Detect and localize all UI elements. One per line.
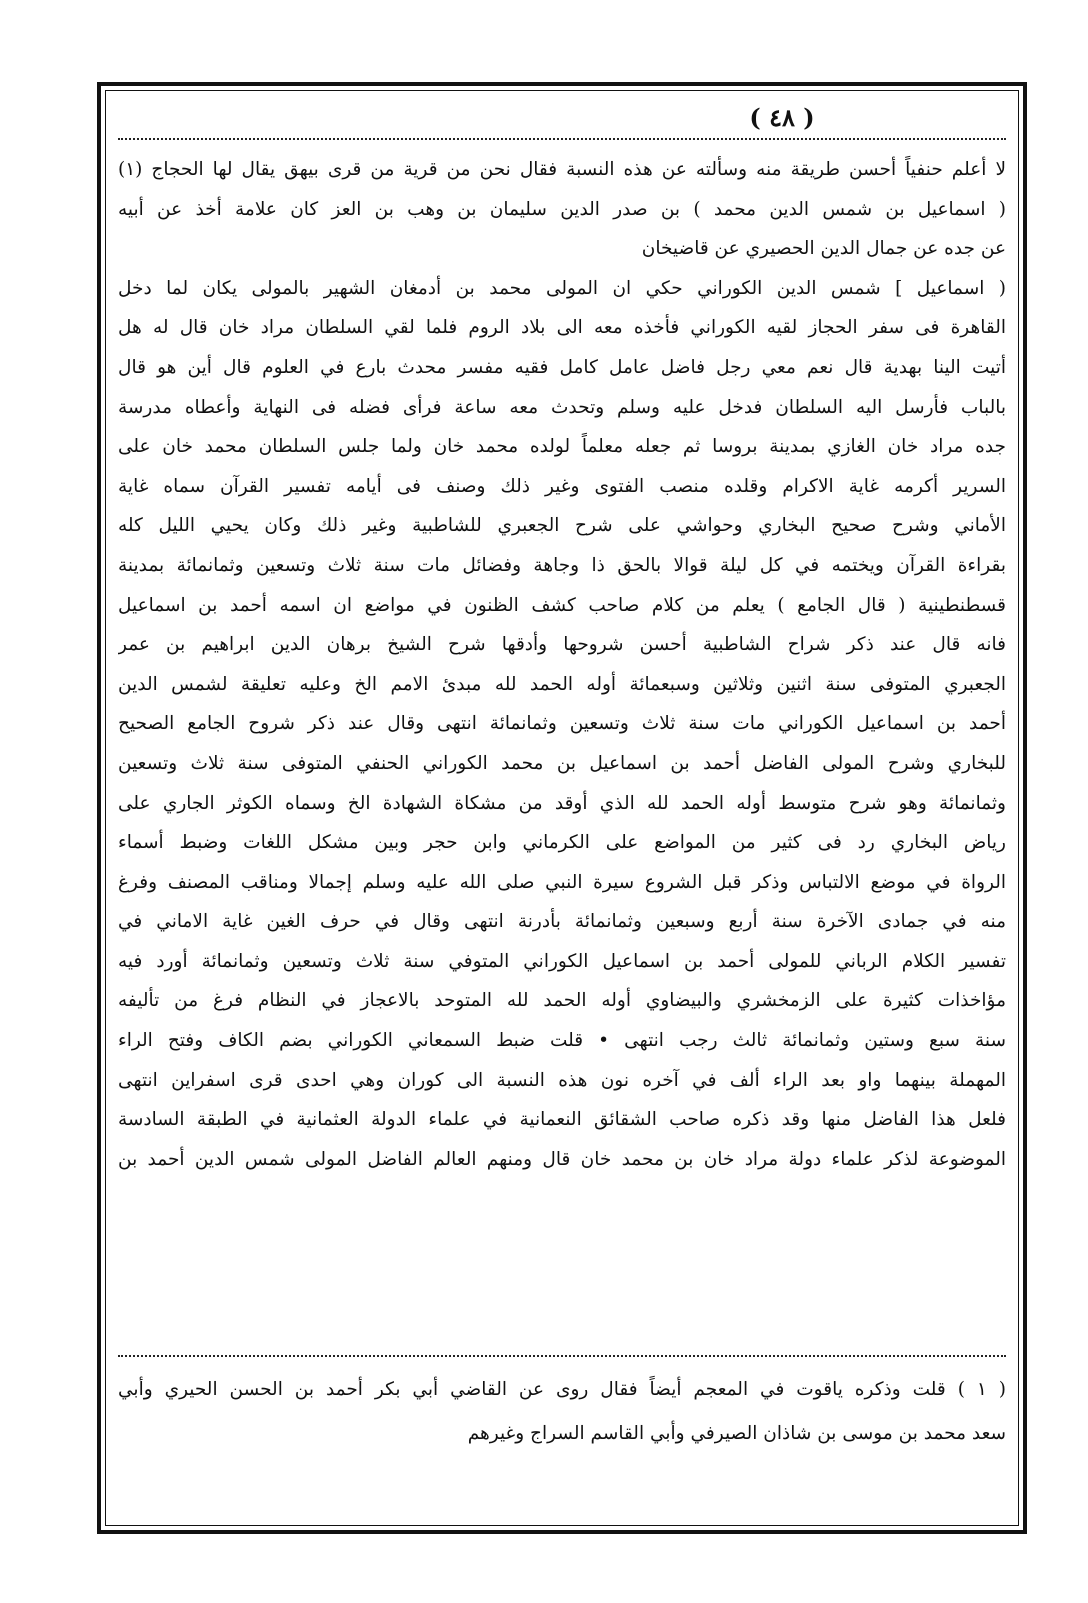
text-line: فانه قال عند ذكر شراح الشاطبية أحسن شروحها وأدقها شرح الشيخ برهان الدين ابراهيم بن عمر <box>118 634 1006 656</box>
text-line: وثمانمائة وهو شرح متوسط أوله الحمد لله الذي أوقد من مشكاة الشهادة الخ وسماه الكوثر الجاري على <box>118 792 1006 814</box>
footnote-line: سعد محمد بن موسى بن شاذان الصيرفي وأبي القاسم السراج وغيرهم <box>467 1423 1006 1444</box>
text-line: ( اسماعيل ] شمس الدين الكوراني حكي ان المولى محمد بن أدمغان الشهير بالمولى يكان لما دخل <box>118 277 1006 299</box>
text-line: منه في جمادى الآخرة سنة أربع وسبعين وثمانمائة بأدرنة انتهى وقال في حرف الغين غاية الاماني في <box>118 911 1006 933</box>
text-line: أتيت الينا بهدية قال نعم معي رجل فاضل عامل كامل فقيه مفسر محدث بارع في العلوم قال أين هو قال <box>118 356 1006 378</box>
footnotes <box>118 1368 1006 1456</box>
footnote-divider <box>118 1355 1006 1357</box>
text-line: لا أعلم حنفياً أحسن طريقة منه وسألته عن هذه النسبة فقال نحن من قرية من قرى بيهق يقال لها الحجاج (١) <box>118 159 1006 180</box>
footnote-line: ( ١ ) قلت وذكره ياقوت في المعجم أيضاً فقال روى عن القاضي أبي بكر أحمد بن الحسن الحيري وأبي <box>118 1379 1006 1400</box>
text-line: قسطنطينية ( قال الجامع ) يعلم من كلام صاحب كشف الظنون في مواضع ان اسمه أحمد بن اسماعيل <box>118 594 1006 616</box>
main-text-body <box>118 150 1006 1179</box>
text-line: عن جده عن جمال الدين الحصيري عن قاضيخان <box>641 238 1006 260</box>
text-line: السرير أكرمه غاية الاكرام وقلده منصب الفتوى وغير ذلك وصنف فى أيامه تفسير القرآن سماه غاية <box>118 475 1006 497</box>
text-line: الموضوعة لذكر علماء دولة مراد خان بن محمد خان قال ومنهم العالم الفاضل المولى شمس الدين أحمد بن <box>118 1148 1006 1170</box>
text-line: تفسير الكلام الرباني للمولى أحمد بن اسماعيل الكوراني المتوفي سنة ثلاث وتسعين وثمانمائة أورد فيه <box>118 950 1006 972</box>
text-line: جده مراد خان الغازي بمدينة بروسا ثم جعله معلماً لولده محمد خان ولما جلس السلطان محمد خان على <box>118 436 1006 458</box>
text-line: المهملة بينهما واو بعد الراء ألف في آخره نون هذه النسبة الى كوران وهي احدى قرى اسفراين انتهى <box>118 1069 1006 1091</box>
text-line: مؤاخذات كثيرة على الزمخشري والبيضاوي أوله الحمد لله المتوحد بالاعجاز في النظام فرغ من تأليفه <box>118 990 1006 1012</box>
text-line: ( اسماعيل بن شمس الدين محمد ) بن صدر الدين سليمان بن وهب بن العز كان علامة أخذ عن أبيه <box>118 198 1006 220</box>
text-line: الجعبري المتوفى سنة اثنين وثلاثين وسبعمائة أوله الحمد لله مبدئ الامم الخ وعليه تعليقة لشمس الدين <box>118 673 1006 695</box>
text-line: سنة سبع وستين وثمانمائة ثالث رجب انتهى • قلت ضبط السمعاني الكوراني بضم الكاف وفتح الراء <box>118 1030 1006 1052</box>
text-line: للبخاري وشرح المولى الفاضل أحمد بن اسماعيل بن محمد الكوراني الحنفي المتوفى سنة ثلاث وتسعين <box>118 752 1006 774</box>
text-line: الأماني وشرح صحيح البخاري وحواشي على شرح الجعبري للشاطبية وغير ذلك وكان يحيي الليل كله <box>118 515 1006 537</box>
text-line: بقراءة القرآن ويختمه في كل ليلة قوالا بالحق ذا وجاهة وفضائل مات سنة ثلاث وتسعين وثمانمائة بمدينة <box>118 554 1006 576</box>
text-line: فلعل هذا الفاضل منها وقد ذكره صاحب الشقائق النعمانية في علماء الدولة العثمانية في الطبقة السادسة <box>118 1109 1006 1131</box>
text-line: الرواة في موضع الالتباس وذكر قبل الشروع سيرة النبي صلى الله عليه وسلم إجمالا ومناقب المصنف وفرغ <box>118 871 1006 893</box>
text-line: أحمد بن اسماعيل الكوراني مات سنة ثلاث وتسعين وثمانمائة انتهى وقال عند ذكر شروح الجامع الصحيح <box>118 713 1006 735</box>
header-divider <box>118 138 1006 140</box>
text-line: رياض البخاري رد فى كثير من المواضع على الكرماني وابن حجر وبين مشكل اللغات وضبط أسماء <box>118 832 1006 854</box>
text-line: القاهرة فى سفر الحجاز لقيه الكوراني فأخذه معه الى بلاد الروم فلما لقي السلطان مراد خان قال له هل <box>118 317 1006 339</box>
page-number: ( ٤٨ ) <box>749 103 815 132</box>
text-line: بالباب فأرسل اليه السلطان فدخل عليه وسلم وتحدث معه ساعة فرأى فضله فى النهاية وأعطاه مدرسة <box>118 396 1006 418</box>
